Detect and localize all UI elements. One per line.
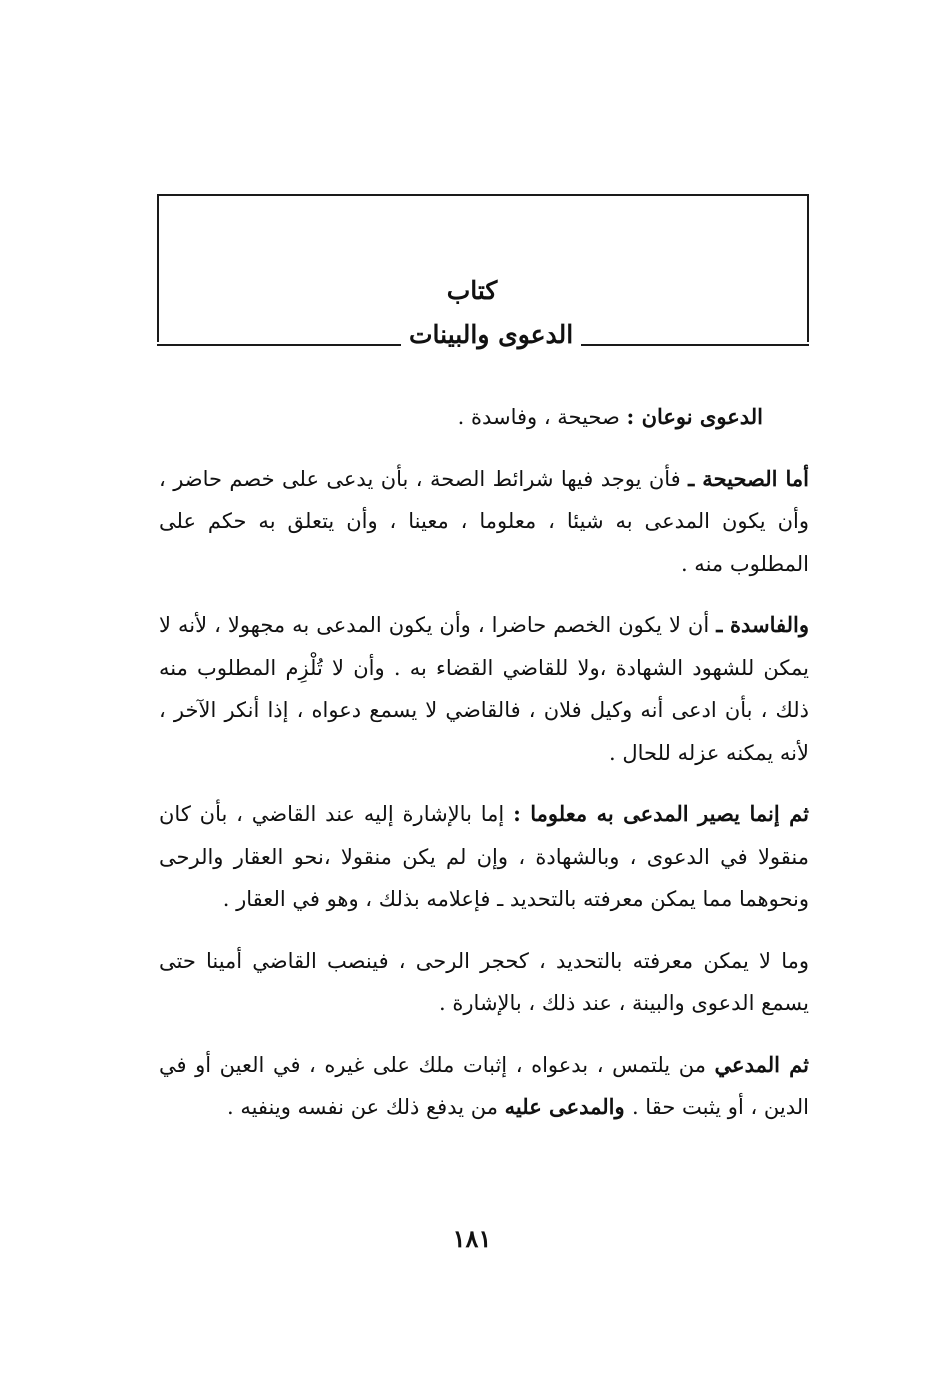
title-underline-right xyxy=(581,344,809,346)
paragraph-4-lead: ثم إنما يصير المدعى به معلوما : xyxy=(513,801,809,826)
paragraph-2-lead: أما الصحيحة ـ xyxy=(688,465,809,491)
page-number: ١٨١ xyxy=(452,1224,492,1253)
paragraph-6-text-2: من يدفع ذلك عن نفسه وينفيه . xyxy=(226,1095,505,1119)
chapter-title-row xyxy=(157,318,809,352)
paragraph-3 xyxy=(159,604,809,774)
paragraph-6 xyxy=(159,1044,809,1129)
paragraph-3-lead: والفاسدة ـ xyxy=(716,612,809,637)
paragraph-4 xyxy=(159,793,809,921)
paragraph-6-lead: ثم المدعي xyxy=(714,1051,809,1077)
paragraph-6-lead-2: والمدعى عليه xyxy=(504,1094,632,1119)
paragraph-1-lead: الدعوى نوعان : xyxy=(626,404,763,429)
paragraph-2 xyxy=(159,458,809,586)
paragraph-5-text: وما لا يمكن معرفته بالتحديد ، كحجر الرحى ، فينصب القاضي أمينا حتى يسمع الدعوى والبينة ، عند ذلك ، بالإشارة . xyxy=(159,948,809,1015)
paragraph-3-text: أن لا يكون الخصم حاضرا ، وأن يكون المدعى به مجهولا ، لأنه لا يمكن للشهود الشهادة ،ولا للقاضي القضاء به . وأن لا تُلْزِم المطلوب منه ذلك ، بأن ادعى أنه وكيل فلان ، فالقاضي لا يسمع دعواه ، إذا أنكر الآخر ، لأنه يمكنه عزله للحال . xyxy=(159,613,809,765)
paragraph-6-text: من يلتمس ، بدعواه ، إثبات ملك على غيره ، في العين أو في الدين ، أو يثبت حقا . xyxy=(159,1052,809,1119)
paragraph-1-text: صحيحة ، وفاسدة . xyxy=(457,405,627,429)
chapter-title-line1: كتاب xyxy=(446,276,498,305)
title-underline-left xyxy=(157,344,401,346)
paragraph-2-text: فأن يوجد فيها شرائط الصحة ، بأن يدعى على خصم حاضر ، وأن يكون المدعى به شيئا ، معلوما ، معينا ، وأن يتعلق به حكم على المطلوب منه . xyxy=(159,466,809,576)
body-text xyxy=(159,396,809,1148)
paragraph-1 xyxy=(159,396,809,439)
paragraph-5 xyxy=(159,940,809,1025)
paragraph-4-text: إما بالإشارة إليه عند القاضي ، بأن كان منقولا في الدعوى ، وبالشهادة ، وإن لم يكن منقولا ،نحو العقار والرحى ونحوهما مما يمكن معرفته بالتحديد ـ فإعلامه بذلك ، وهو في العقار . xyxy=(159,802,809,911)
chapter-title-line2: الدعوى والبينات xyxy=(409,320,574,349)
